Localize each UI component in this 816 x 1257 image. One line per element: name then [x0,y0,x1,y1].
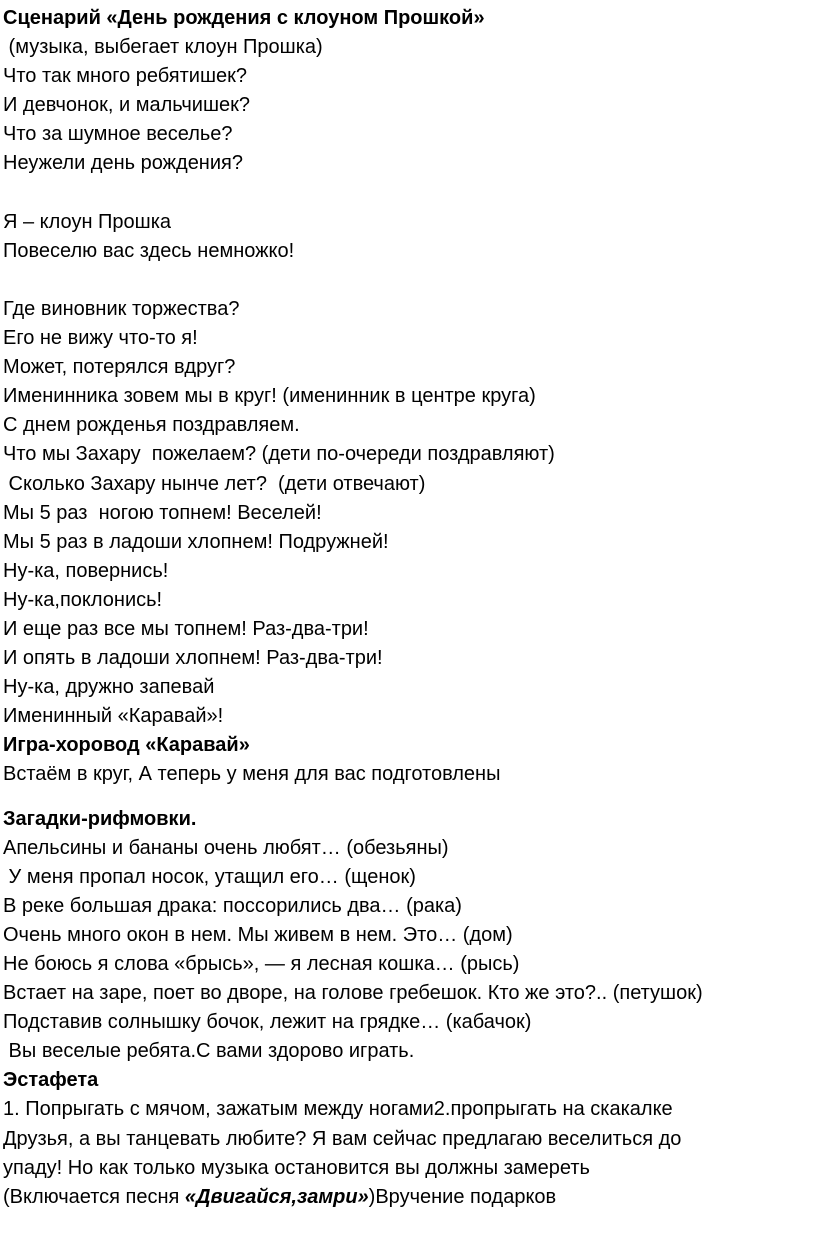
intro-line: Что за шумное веселье? [3,123,233,146]
riddle-line: У меня пропал носок, утащил его… (щенок) [3,865,416,888]
relay-final-line [3,1183,816,1212]
stanza-line: С днем рожденья поздравляем. [3,414,300,437]
riddle-line: Очень много окон в нем. Мы живем в нем. Это… (дом) [3,923,513,946]
stanza-line: Где виновник торжества? [3,297,240,320]
stanza-line: Мы 5 раз ногою топнем! Веселей! [3,501,322,524]
riddle-line: Подставив солнышку бочок, лежит на грядке… (кабачок) [3,1011,532,1034]
relay-line: упаду! Но как только музыка остановится вы должны замереть [3,1156,590,1179]
stanza-line: Что мы Захару пожелаем? (дети по-очереди поздравляют) [3,443,555,466]
relay-line: Друзья, а вы танцевать любите? Я вам сейчас предлагаю веселиться до [3,1127,682,1150]
karavai-heading: Игра-хоровод «Каравай» [3,734,250,757]
relay-final-prefix: (Включается песня [3,1185,185,1208]
document-title: Сценарий «День рождения с клоуном Прошкой» [3,7,485,29]
stanza-line: Повеселю вас здесь немножко! [3,239,295,262]
stanza-line: Именинный «Каравай»! [3,705,224,728]
stanza-line: Я – клоун Прошка [3,210,172,233]
stanza-line: И опять в ладоши хлопнем! Раз-два-три! [3,647,383,670]
karavai-line: Встаём в круг, А теперь у меня для вас подготовлены [3,763,501,786]
song-title: «Двигайся,замри» [184,1185,369,1208]
intro-line: (музыка, выбегает клоун Прошка) [3,36,323,59]
stanza-line: Ну-ка, дружно запевай [3,676,215,699]
relay-final-suffix: )Вручение подарков [368,1185,557,1208]
paragraph-spacer [3,266,816,295]
relay-heading: Эстафета [3,1069,99,1092]
relay-line: 1. Попрыгать с мячом, зажатым между ногами2.пропрыгать на скакалке [3,1098,673,1121]
stanza-line: Его не вижу что-то я! [3,327,198,350]
riddle-line: Встает на заре, поет во дворе, на голове гребешок. Кто же это?.. (петушок) [3,982,703,1005]
stanza-line: Мы 5 раз в ладоши хлопнем! Подружней! [3,530,389,553]
intro-line: И девчонок, и мальчишек? [3,94,251,117]
stanza-line: Именинника зовем мы в круг! (именинник в центре круга) [3,385,536,408]
paragraph-spacer [3,179,816,208]
paragraph-spacer [3,790,816,805]
intro-line: Что так много ребятишек? [3,65,248,88]
riddle-line: Вы веселые ребята.С вами здорово играть. [3,1040,415,1063]
stanza-line: Ну-ка, повернись! [3,559,169,582]
stanza-line: Ну-ка,поклонись! [3,588,163,611]
riddle-line: Не боюсь я слова «брысь», — я лесная кошка… (рысь) [3,953,520,975]
stanza-line: И еще раз все мы топнем! Раз-два-три! [3,617,369,640]
riddle-line: В реке большая драка: поссорились два… (рака) [3,894,462,917]
stanza-line: Сколько Захару нынче лет? (дети отвечают) [3,472,426,495]
intro-line: Неужели день рождения? [3,152,243,175]
stanza-line: Может, потерялся вдруг? [3,356,236,379]
riddle-line: Апельсины и бананы очень любят… (обезьяны) [3,836,449,859]
riddles-heading: Загадки-рифмовки. [3,807,197,830]
